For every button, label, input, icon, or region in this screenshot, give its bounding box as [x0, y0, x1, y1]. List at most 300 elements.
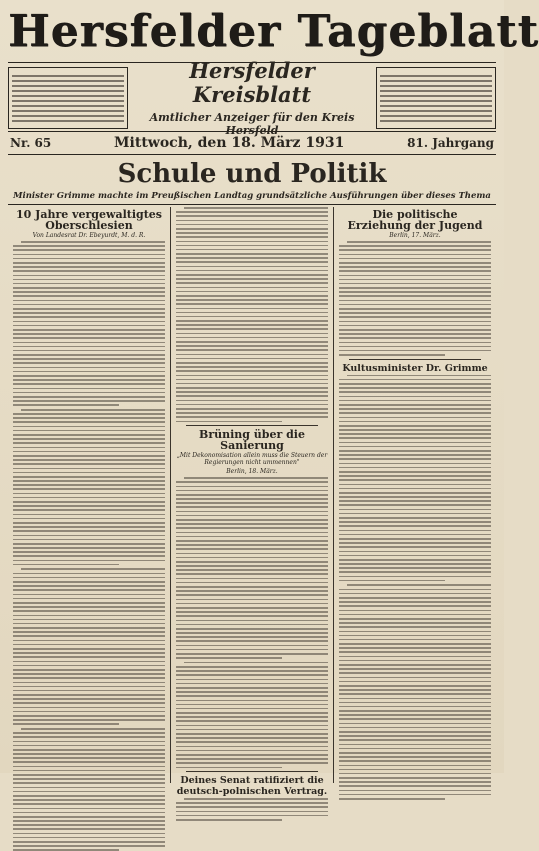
text-line	[13, 438, 165, 440]
text-line	[176, 308, 328, 310]
text-line	[13, 392, 165, 394]
text-line	[13, 262, 165, 264]
text-line	[176, 354, 328, 356]
issue-date: Mittwoch, den 18. März 1931	[114, 135, 345, 151]
text-line	[13, 598, 165, 600]
text-line	[13, 333, 165, 335]
text-line	[176, 379, 328, 381]
text-line	[13, 644, 165, 646]
info-line	[380, 95, 492, 97]
text-line	[176, 758, 328, 760]
text-line	[339, 610, 491, 612]
text-line	[13, 824, 165, 826]
text-line	[339, 542, 491, 544]
text-line	[339, 677, 491, 679]
text-line	[13, 585, 165, 587]
text-line	[176, 245, 328, 247]
text-line	[339, 718, 491, 720]
text-line	[176, 270, 328, 272]
text-line	[176, 383, 328, 385]
text-line	[176, 523, 328, 525]
text-line	[13, 337, 165, 339]
text-line	[339, 693, 491, 695]
text-line	[13, 816, 165, 818]
text-line	[13, 266, 165, 268]
text-line	[339, 492, 491, 494]
text-line	[339, 350, 491, 352]
text-line	[13, 656, 165, 658]
article-body	[339, 375, 491, 582]
text-line	[176, 421, 282, 423]
text-line	[339, 283, 491, 285]
text-line	[13, 426, 165, 428]
text-line	[339, 504, 491, 506]
text-line	[339, 437, 491, 439]
text-line	[339, 790, 491, 792]
text-line	[176, 811, 328, 813]
text-line	[339, 651, 491, 653]
text-line	[13, 362, 165, 364]
text-line	[339, 488, 491, 490]
text-line	[176, 362, 328, 364]
text-line	[13, 342, 165, 344]
text-line	[13, 350, 165, 352]
text-line	[176, 287, 328, 289]
text-line	[176, 333, 328, 335]
text-line	[13, 447, 165, 449]
text-line	[13, 547, 165, 549]
info-line	[12, 110, 124, 112]
text-line	[339, 421, 491, 423]
text-line	[347, 584, 491, 586]
text-line	[13, 509, 165, 511]
text-line	[176, 215, 328, 217]
text-line	[339, 530, 491, 532]
text-line	[339, 589, 491, 591]
article-body	[13, 568, 165, 725]
text-line	[176, 481, 328, 483]
text-line	[13, 610, 165, 612]
text-line	[339, 656, 491, 658]
text-line	[339, 727, 491, 729]
text-line	[13, 413, 165, 415]
text-line	[176, 624, 328, 626]
text-line	[13, 812, 165, 814]
text-line	[176, 232, 328, 234]
text-line	[176, 733, 328, 735]
text-line	[13, 635, 165, 637]
text-line	[13, 564, 119, 566]
text-line	[184, 662, 328, 664]
text-line	[13, 619, 165, 621]
text-line	[21, 728, 165, 730]
text-line	[176, 594, 328, 596]
article-divider	[186, 771, 318, 772]
text-line	[339, 454, 491, 456]
text-line	[339, 513, 491, 515]
article-byline: Von Landesrat Dr. Ebeyurdt, M. d. R.	[32, 232, 146, 239]
text-line	[176, 395, 328, 397]
article-footer-headline: Deines Senat ratifiziert die deutsch-polnischen Vertrag.	[176, 775, 328, 798]
text-line	[13, 749, 165, 751]
info-line	[12, 90, 124, 92]
text-line	[176, 636, 328, 638]
text-line	[339, 597, 491, 599]
text-line	[176, 573, 328, 575]
text-line	[339, 702, 491, 704]
text-line	[13, 514, 165, 516]
text-line	[176, 511, 328, 513]
text-line	[13, 757, 165, 759]
text-line	[339, 601, 491, 603]
article-body	[13, 241, 165, 406]
text-line	[13, 476, 165, 478]
text-line	[339, 295, 491, 297]
text-line	[339, 769, 491, 771]
article-body	[176, 798, 328, 821]
text-line	[339, 417, 491, 419]
text-line	[176, 767, 282, 769]
text-line	[13, 673, 165, 675]
text-line	[13, 774, 165, 776]
text-line	[176, 532, 328, 534]
text-line	[176, 590, 328, 592]
text-line	[13, 530, 165, 532]
article-body	[13, 728, 165, 851]
text-line	[339, 794, 491, 796]
text-line	[13, 698, 165, 700]
text-line	[176, 548, 328, 550]
text-line	[176, 416, 328, 418]
text-line	[176, 261, 328, 263]
text-line	[176, 400, 328, 402]
info-line	[380, 80, 492, 82]
text-line	[176, 620, 328, 622]
article-body	[176, 662, 328, 768]
text-line	[339, 635, 491, 637]
text-line	[176, 249, 328, 251]
text-line	[339, 479, 491, 481]
text-line	[13, 652, 165, 654]
article-body	[339, 241, 491, 356]
text-line	[13, 741, 165, 743]
text-line	[13, 665, 165, 667]
text-line	[13, 627, 165, 629]
text-line	[339, 400, 491, 402]
text-line	[176, 404, 328, 406]
text-line	[339, 254, 491, 256]
text-line	[339, 534, 491, 536]
text-line	[339, 396, 491, 398]
text-line	[13, 799, 165, 801]
text-line	[176, 502, 328, 504]
text-line	[176, 725, 328, 727]
text-line	[339, 475, 491, 477]
text-line	[339, 258, 491, 260]
text-line	[13, 535, 165, 537]
text-line	[339, 781, 491, 783]
text-line	[339, 450, 491, 452]
info-line	[12, 105, 124, 107]
text-line	[339, 354, 445, 356]
text-line	[339, 412, 491, 414]
text-line	[21, 409, 165, 411]
text-line	[339, 760, 491, 762]
text-line	[339, 614, 491, 616]
info-line	[12, 95, 124, 97]
text-line	[13, 837, 165, 839]
text-line	[176, 704, 328, 706]
text-line	[176, 527, 328, 529]
article-body	[176, 207, 328, 422]
text-line	[339, 685, 491, 687]
text-line	[176, 819, 282, 821]
tagline: Amtlicher Anzeiger für den Kreis Hersfeld	[149, 111, 355, 137]
text-line	[339, 647, 491, 649]
text-line	[339, 249, 491, 251]
right-info-box	[376, 67, 496, 129]
text-line	[339, 379, 491, 381]
column-left	[8, 207, 171, 783]
text-line	[13, 736, 165, 738]
text-line	[13, 275, 165, 277]
text-line	[339, 739, 491, 741]
text-line	[339, 631, 491, 633]
text-line	[13, 778, 165, 780]
text-line	[13, 455, 165, 457]
text-line	[13, 782, 165, 784]
text-line	[339, 408, 491, 410]
text-line	[13, 451, 165, 453]
text-line	[176, 802, 328, 804]
text-line	[176, 312, 328, 314]
text-line	[13, 400, 165, 402]
text-line	[176, 737, 328, 739]
text-line	[13, 505, 165, 507]
text-line	[184, 477, 328, 479]
text-line	[339, 346, 491, 348]
text-line	[339, 555, 491, 557]
text-line	[339, 387, 491, 389]
text-line	[13, 316, 165, 318]
text-line	[339, 593, 491, 595]
text-line	[184, 798, 328, 800]
text-line	[176, 490, 328, 492]
text-line	[13, 661, 165, 663]
text-line	[176, 712, 328, 714]
text-line	[176, 716, 328, 718]
article-subhead: „Mit Dekonomisation allein muss die Steuern der Regierungen nicht ummennen"	[176, 452, 328, 467]
text-line	[176, 412, 328, 414]
text-line	[13, 463, 165, 465]
text-line	[176, 299, 328, 301]
text-line	[176, 408, 328, 410]
text-line	[13, 249, 165, 251]
text-line	[176, 211, 328, 213]
section-rule	[8, 204, 496, 205]
text-line	[176, 640, 328, 642]
issue-number: Nr. 65	[10, 136, 52, 150]
text-line	[13, 682, 165, 684]
text-line	[13, 488, 165, 490]
text-line	[176, 303, 328, 305]
text-line	[339, 580, 445, 582]
text-line	[13, 468, 165, 470]
text-line	[339, 660, 491, 662]
text-line	[13, 694, 165, 696]
text-line	[339, 517, 491, 519]
text-line	[339, 668, 491, 670]
info-line	[12, 80, 124, 82]
text-line	[13, 803, 165, 805]
text-line	[13, 287, 165, 289]
text-line	[176, 224, 328, 226]
text-line	[339, 689, 491, 691]
text-line	[339, 471, 491, 473]
text-line	[339, 391, 491, 393]
text-line	[13, 602, 165, 604]
text-line	[176, 553, 328, 555]
text-line	[176, 762, 328, 764]
text-line	[13, 354, 165, 356]
text-line	[339, 433, 491, 435]
text-line	[13, 379, 165, 381]
text-line	[339, 300, 491, 302]
header-row	[8, 58, 496, 137]
text-line	[13, 715, 165, 717]
text-line	[339, 446, 491, 448]
text-line	[176, 515, 328, 517]
text-line	[176, 615, 328, 617]
text-line	[21, 241, 165, 243]
text-line	[176, 657, 282, 659]
info-line	[12, 120, 124, 122]
text-line	[13, 690, 165, 692]
text-line	[13, 732, 165, 734]
text-line	[13, 581, 165, 583]
text-line	[339, 773, 491, 775]
text-line	[339, 325, 491, 327]
text-line	[339, 765, 491, 767]
article-headline-oberschlesien: 10 Jahre vergewaltigtes Oberschlesien	[16, 208, 162, 232]
text-line	[339, 698, 491, 700]
text-line	[339, 622, 491, 624]
dateline-rule-bottom	[8, 154, 496, 155]
article-dateline: Berlin, 17. März.	[389, 232, 441, 239]
text-line	[13, 404, 119, 406]
text-line	[339, 383, 491, 385]
text-line	[176, 345, 328, 347]
text-line	[176, 683, 328, 685]
text-line	[13, 594, 165, 596]
left-info-box	[8, 67, 128, 129]
text-line	[13, 539, 165, 541]
text-line	[339, 279, 491, 281]
text-line	[176, 506, 328, 508]
text-line	[176, 375, 328, 377]
text-line	[339, 643, 491, 645]
text-line	[176, 632, 328, 634]
text-line	[176, 645, 328, 647]
article-divider	[349, 359, 481, 360]
text-line	[13, 795, 165, 797]
text-line	[13, 388, 165, 390]
text-line	[339, 304, 491, 306]
text-line	[176, 358, 328, 360]
volume: 81. Jahrgang	[407, 136, 494, 150]
text-line	[176, 670, 328, 672]
text-line	[339, 639, 491, 641]
text-line	[339, 291, 491, 293]
text-line	[339, 681, 491, 683]
text-line	[176, 750, 328, 752]
text-line	[13, 430, 165, 432]
text-line	[176, 519, 328, 521]
header-center	[134, 58, 370, 137]
text-line	[339, 626, 491, 628]
text-line	[13, 766, 165, 768]
text-line	[13, 270, 165, 272]
text-line	[176, 228, 328, 230]
text-line	[339, 559, 491, 561]
text-line	[13, 300, 165, 302]
text-line	[13, 753, 165, 755]
text-line	[339, 458, 491, 460]
text-line	[339, 551, 491, 553]
text-line	[176, 320, 328, 322]
text-line	[176, 366, 328, 368]
section-subtitle: Minister Grimme machte im Preußischen Landtag grundsätzliche Ausführungen über dieses Thema	[13, 191, 491, 201]
text-line	[13, 254, 165, 256]
text-line	[13, 551, 165, 553]
info-line	[380, 85, 492, 87]
section-title: Schule und Politik	[117, 159, 387, 189]
text-line	[176, 754, 328, 756]
info-line	[380, 115, 492, 117]
text-line	[13, 631, 165, 633]
text-line	[339, 266, 491, 268]
text-line	[339, 442, 491, 444]
text-line	[176, 536, 328, 538]
text-line	[339, 484, 491, 486]
text-line	[339, 245, 491, 247]
text-line	[13, 707, 165, 709]
text-line	[13, 308, 165, 310]
text-line	[176, 494, 328, 496]
text-line	[176, 391, 328, 393]
info-line	[12, 115, 124, 117]
text-line	[339, 321, 491, 323]
text-line	[13, 325, 165, 327]
text-line	[339, 496, 491, 498]
text-line	[13, 501, 165, 503]
text-line	[339, 404, 491, 406]
article-headline-jugend: Die politische Erziehung der Jugend	[347, 208, 483, 232]
text-line	[176, 746, 328, 748]
text-line	[13, 606, 165, 608]
text-line	[176, 815, 328, 817]
info-line	[12, 75, 124, 77]
text-line	[176, 603, 328, 605]
text-line	[339, 312, 491, 314]
text-line	[339, 735, 491, 737]
text-line	[339, 664, 491, 666]
text-line	[13, 845, 165, 847]
text-line	[339, 714, 491, 716]
text-line	[13, 623, 165, 625]
text-line	[13, 442, 165, 444]
text-line	[13, 589, 165, 591]
